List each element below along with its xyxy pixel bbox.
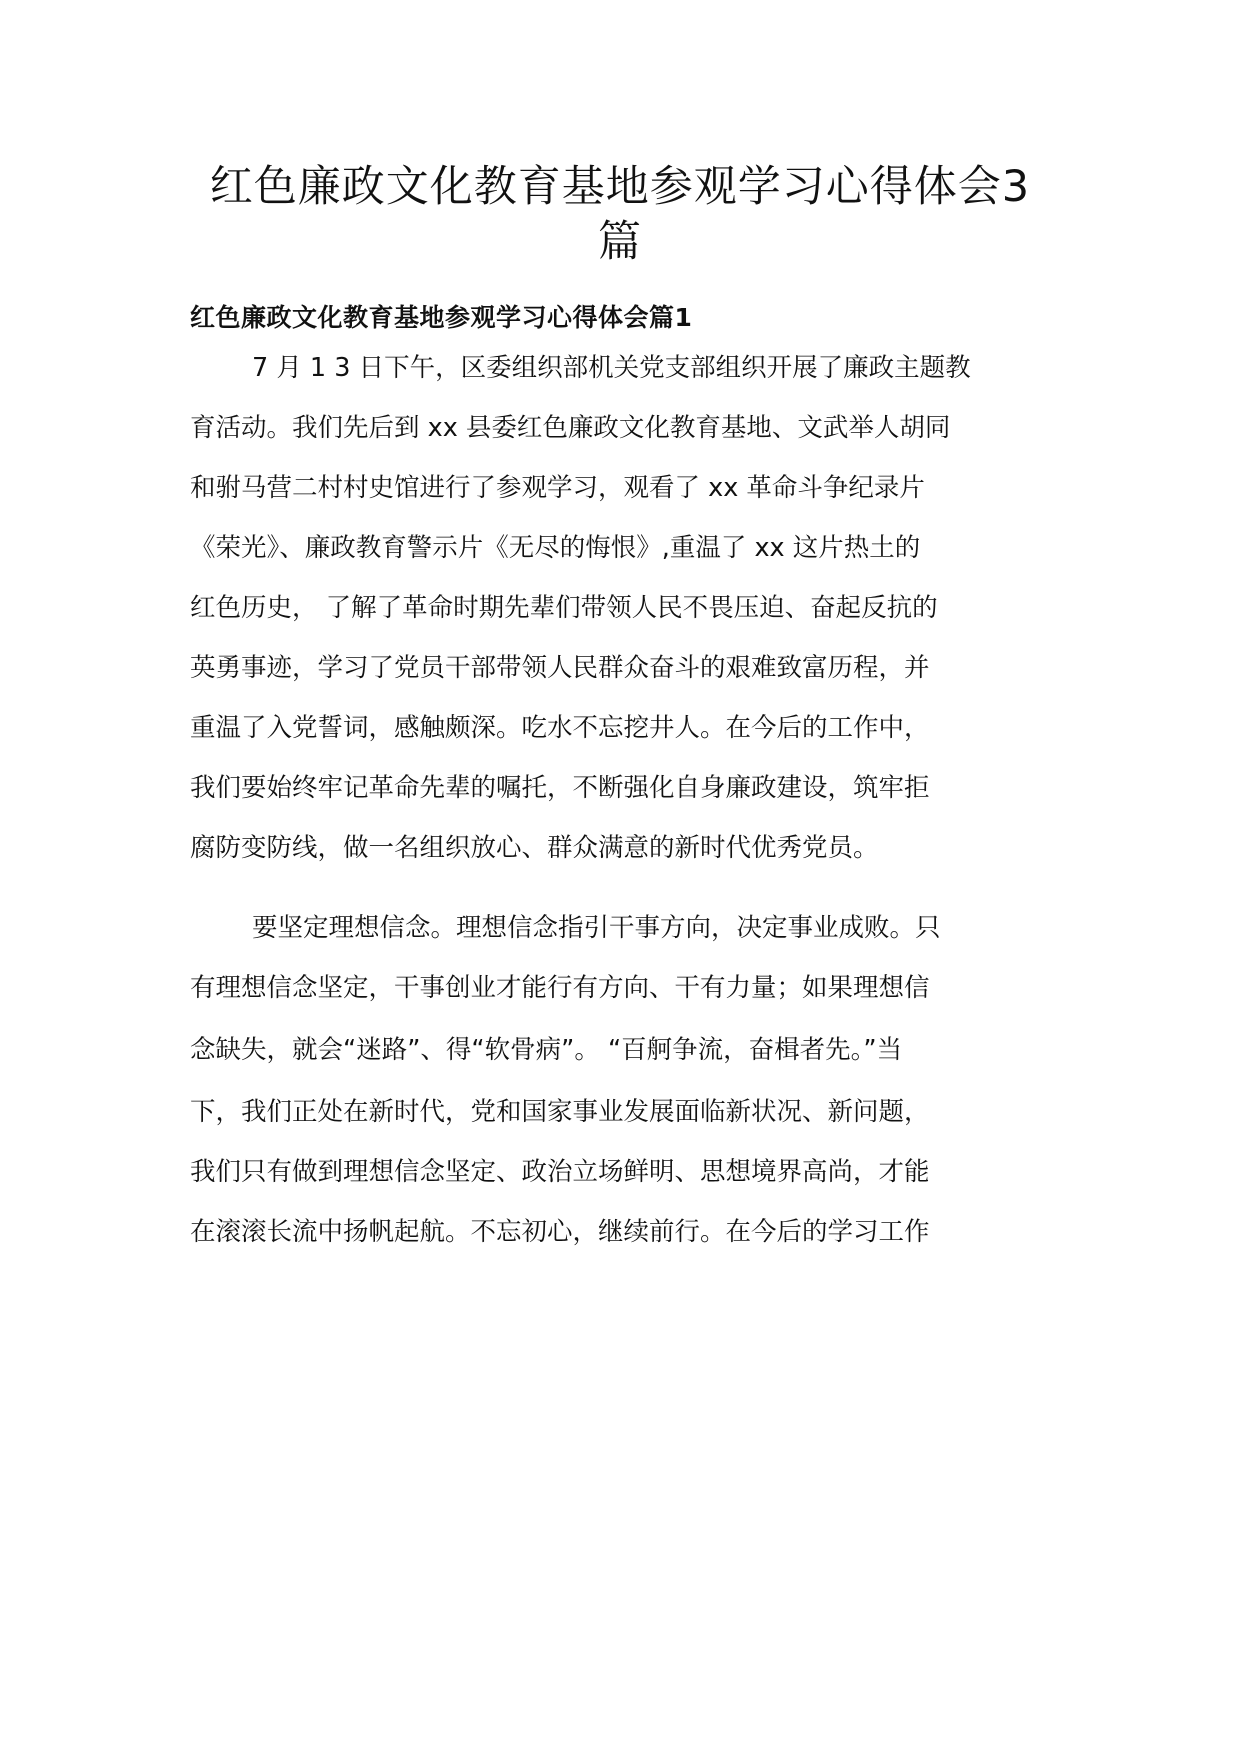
paragraph-line: 要坚定理想信念。理想信念指引干事方向，决定事业成败。只 bbox=[252, 913, 941, 943]
paragraph-line: 我们要始终牢记革命先辈的嘱托，不断强化自身廉政建设，筑牢拒 bbox=[190, 773, 930, 803]
paragraph-line: 我们只有做到理想信念坚定、政治立场鲜明、思想境界高尚，才能 bbox=[190, 1157, 930, 1187]
paragraph-line: 重温了入党誓词，感触颇深。吃水不忘挖井人。在今后的工作中， bbox=[190, 713, 930, 743]
paragraph-line: 7 月 1 3 日下午，区委组织部机关党支部组织开展了廉政主题教 bbox=[252, 353, 971, 383]
paragraph-line: 英勇事迹，学习了党员干部带领人民群众奋斗的艰难致富历程，并 bbox=[190, 653, 930, 683]
paragraph-line: 红色历史， 了解了革命时期先辈们带领人民不畏压迫、奋起反抗的 bbox=[190, 593, 938, 623]
section-heading: 红色廉政文化教育基地参观学习心得体会篇1 bbox=[190, 303, 693, 332]
paragraph-line: 育活动。我们先后到 xx 县委红色廉政文化教育基地、文武举人胡同 bbox=[190, 413, 951, 443]
paragraph-line: 腐防变防线，做一名组织放心、群众满意的新时代优秀党员。 bbox=[190, 833, 879, 863]
paragraph-line: 《荣光》、廉政教育警示片《无尽的悔恨》,重温了 xx 这片热土的 bbox=[190, 533, 921, 563]
paragraph-line: 下，我们正处在新时代，党和国家事业发展面临新状况、新问题， bbox=[190, 1097, 930, 1127]
document-title-line-1: 红色廉政文化教育基地参观学习心得体会3 bbox=[209, 162, 1031, 212]
paragraph-line: 有理想信念坚定，干事创业才能行有方向、干有力量；如果理想信 bbox=[190, 973, 930, 1003]
paragraph-line: 在滚滚长流中扬帆起航。不忘初心，继续前行。在今后的学习工作 bbox=[190, 1217, 930, 1247]
document-title-line-2: 篇 bbox=[598, 217, 642, 267]
document-title bbox=[180, 160, 1060, 270]
paragraph-line: 和驸马营二村村史馆进行了参观学习，观看了 xx 革命斗争纪录片 bbox=[190, 473, 925, 503]
paragraph-line: 念缺失，就会“迷路”、得“软骨病”。 “百舸争流，奋楫者先。”当 bbox=[190, 1035, 903, 1065]
